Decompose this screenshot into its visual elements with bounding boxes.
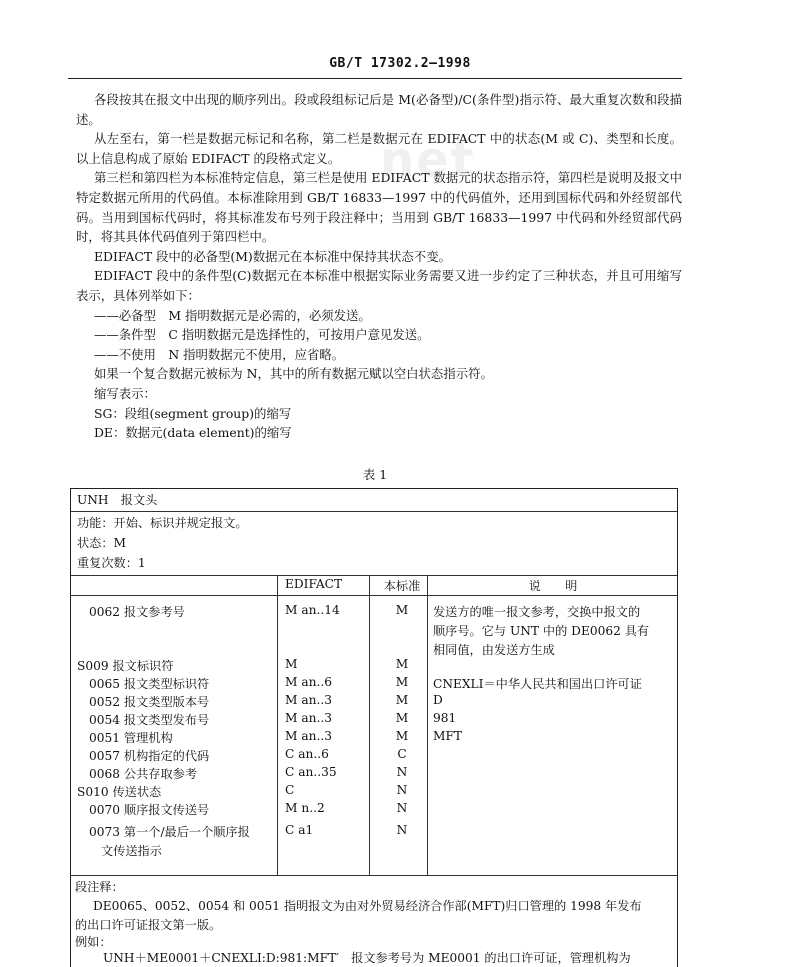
- standard-status: N: [396, 823, 408, 837]
- data-element-label: S009 报文标识符: [77, 659, 174, 673]
- description-text: MFT: [433, 729, 463, 743]
- segment-title: UNH 报文头: [77, 493, 158, 507]
- column-header-standard: 本标准: [383, 579, 421, 593]
- paragraph: 第三栏和第四栏为本标准特定信息，第三栏是使用 EDIFACT 数据元的状态指示符，第四栏是说明及报文中特定数据元所用的代码值。本标准除用到 GB/T 16833—1997 中的代码值外，还用到国标代码和外经贸部代码。当用到国标代码时，将其标准发布号列于段注释中；当用到 GB/T 16833—1997 中代码和外经贸部代码时，将其具体代码值列于第四栏中。: [76, 170, 682, 245]
- data-element-label: 0062 报文参考号: [89, 605, 185, 619]
- description-text: 相同值，由发送方生成: [433, 643, 555, 657]
- edifact-status: C: [285, 783, 295, 797]
- data-element-label: S010 传送状态: [77, 785, 162, 799]
- segment-repeat: 重复次数：1: [77, 556, 146, 570]
- column-header-description: 说 明: [528, 579, 578, 593]
- column-divider: [369, 575, 370, 875]
- edifact-status: C an..6: [285, 747, 329, 761]
- example-text: UNH＋ME0001＋CNEXLI:D:981:MFT′ 报文参考号为 ME0001 的出口许可证，管理机构为: [103, 951, 631, 965]
- status-list-item: ——条件型 C 指明数据元是选择性的，可按用户意见发送。: [94, 327, 430, 343]
- paragraph: 各段按其在报文中出现的顺序列出。段或段组标记后是 M(必备型)/C(条件型)指示符、最大重复次数和段描述。: [76, 92, 682, 127]
- abbrev-item: SG：段组(segment group)的缩写: [94, 405, 292, 421]
- table-rule: [71, 595, 677, 596]
- data-element-label: 0068 公共存取参考: [89, 767, 198, 781]
- edifact-status: M an..3: [285, 693, 332, 707]
- table-caption: 表 1: [362, 467, 388, 482]
- standard-status: C: [397, 747, 407, 761]
- data-element-label: 0065 报文类型标识符: [89, 677, 210, 691]
- paragraph: EDIFACT 段中的条件型(C)数据元在本标准中根据实际业务需要又进一步约定了三种状态，并且可用缩写表示，具体列举如下：: [76, 268, 682, 303]
- description-text: 981: [433, 711, 457, 725]
- table-rule: [71, 875, 677, 876]
- notes-text: 的出口许可证报文第一版。: [75, 918, 222, 932]
- notes-heading: 段注释：: [75, 880, 124, 894]
- paragraph: 如果一个复合数据元被标为 N，其中的所有数据元赋以空白状态指示符。: [94, 366, 493, 382]
- data-element-label: 0070 顺序报文传送号: [89, 803, 210, 817]
- standard-number-header: GB/T 17302.2—1998: [329, 56, 471, 71]
- body-text: [76, 90, 682, 443]
- status-list-item: ——不使用 N 指明数据元不使用，应省略。: [94, 346, 345, 362]
- description-text: 发送方的唯一报文参考，交换中报文的: [433, 605, 641, 619]
- table-rule: [71, 575, 677, 576]
- notes-text: DE0065、0052、0054 和 0051 指明报文为由对外贸易经济合作部(MFT)归口管理的 1998 年发布: [93, 899, 642, 913]
- segment-function: 功能：开始、标识并规定报文。: [77, 516, 248, 530]
- column-divider: [277, 575, 278, 875]
- example-heading: 例如：: [75, 935, 112, 949]
- standard-status: N: [396, 783, 408, 797]
- edifact-status: M: [285, 657, 298, 671]
- data-element-label: 0052 报文类型版本号: [89, 695, 210, 709]
- data-element-label: 文传送指示: [101, 844, 162, 858]
- data-element-label: 0057 机构指定的代码: [89, 749, 210, 763]
- edifact-status: C an..35: [285, 765, 337, 779]
- paragraph: EDIFACT 段中的必备型(M)数据元在本标准中保持其状态不变。: [94, 248, 451, 264]
- abbrev-item: DE：数据元(data element)的缩写: [94, 425, 292, 441]
- data-element-label: 0051 管理机构: [89, 731, 173, 745]
- standard-status: M: [395, 675, 409, 689]
- standard-status: M: [395, 711, 409, 725]
- edifact-status: C a1: [285, 823, 314, 837]
- standard-status: M: [395, 603, 409, 617]
- watermark-text: net: [380, 132, 476, 188]
- column-header-edifact: EDIFACT: [285, 577, 343, 591]
- edifact-status: M n..2: [285, 801, 325, 815]
- standard-status: N: [396, 801, 408, 815]
- description-text: D: [433, 693, 443, 707]
- edifact-status: M an..14: [285, 603, 340, 617]
- table-rule: [71, 511, 677, 512]
- description-text: 顺序号。它与 UNT 中的 DE0062 具有: [433, 624, 650, 638]
- standard-status: N: [396, 765, 408, 779]
- status-list-item: ——必备型 M 指明数据元是必需的，必须发送。: [94, 307, 371, 323]
- data-element-label: 0054 报文类型发布号: [89, 713, 210, 727]
- standard-status: M: [395, 729, 409, 743]
- description-text: CNEXLI＝中华人民共和国出口许可证: [433, 677, 642, 691]
- standard-status: M: [395, 693, 409, 707]
- paragraph: 从左至右，第一栏是数据元标记和名称，第二栏是数据元在 EDIFACT 中的状态(M 或 C)、类型和长度。以上信息构成了原始 EDIFACT 的段格式定义。: [76, 131, 682, 166]
- data-element-label: 0073 第一个/最后一个顺序报: [89, 825, 250, 839]
- abbrev-heading: 缩写表示：: [94, 385, 156, 401]
- edifact-status: M an..3: [285, 729, 332, 743]
- edifact-status: M an..3: [285, 711, 332, 725]
- standard-status: M: [395, 657, 409, 671]
- segment-table: [70, 488, 678, 967]
- edifact-status: M an..6: [285, 675, 332, 689]
- header-rule: [68, 78, 682, 79]
- segment-status: 状态：M: [77, 536, 127, 550]
